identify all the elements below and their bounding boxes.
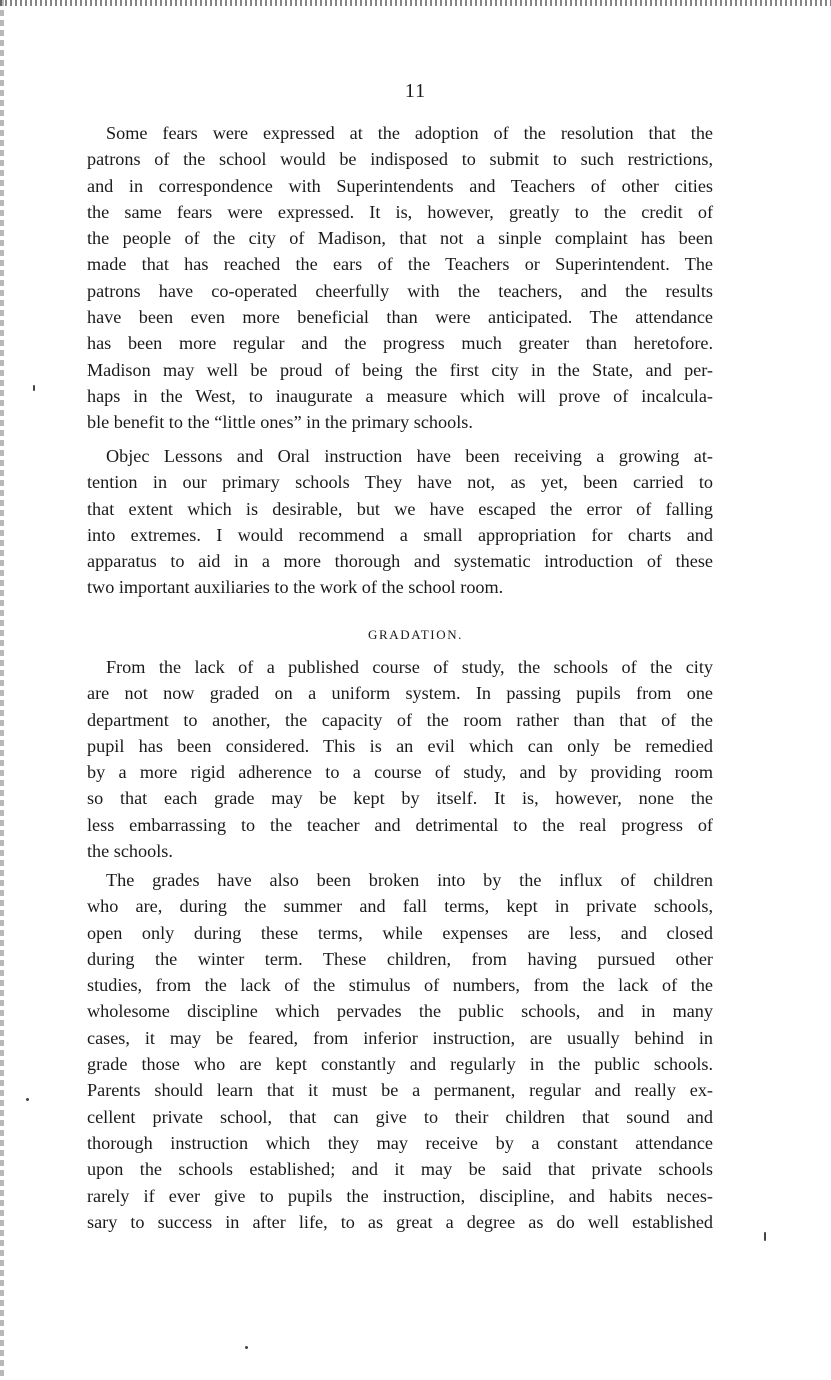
text-line: haps in the West, to inaugurate a measure which will prove of incalcula- (87, 385, 713, 406)
text-line: cellent private school, that can give to their children that sound and (87, 1106, 713, 1127)
text-line: less embarrassing to the teacher and detrimental to the real progress of (87, 814, 713, 835)
section-heading-gradation: GRADATION. (367, 627, 464, 642)
text-line: two important auxiliaries to the work of the school room. (87, 577, 504, 598)
page-top-edge (0, 0, 831, 6)
text-line: wholesome discipline which pervades the public schools, and in many (87, 1001, 713, 1022)
text-line: have been even more beneficial than were anticipated. The attendance (87, 307, 713, 328)
text-line: are not now graded on a uniform system. In passing pupils from one (87, 683, 713, 704)
text-line: by a more rigid adherence to a course of study, and by providing room (87, 762, 713, 783)
text-line: From the lack of a published course of study, the schools of the city (106, 657, 713, 677)
paragraph-1 (87, 120, 713, 436)
scan-speck (33, 385, 35, 391)
text-line: The grades have also been broken into by the influx of children (106, 870, 713, 890)
text-line: that extent which is desirable, but we have escaped the error of falling (87, 498, 713, 519)
text-line: and in correspondence with Superintendents and Teachers of other cities (87, 175, 713, 196)
text-line: Some fears were expressed at the adoption of the resolution that the (106, 123, 713, 143)
text-line: patrons have co-operated cheerfully with the teachers, and the results (87, 280, 713, 301)
scan-speck (764, 1232, 766, 1241)
page-left-edge (0, 0, 4, 1380)
text-line: during the winter term. These children, from having pursued other (87, 948, 713, 969)
gradation-paragraph-1 (87, 654, 713, 864)
text-line: thorough instruction which they may receive by a constant attendance (87, 1132, 713, 1153)
scan-speck (26, 1098, 29, 1101)
text-line: Madison may well be proud of being the first city in the State, and per- (87, 359, 713, 380)
text-line: cases, it may be feared, from inferior instruction, are usually behind in (87, 1027, 713, 1048)
text-line: open only during these terms, while expenses are less, and closed (87, 922, 713, 943)
text-line: has been more regular and the progress much greater than heretofore. (87, 333, 713, 354)
text-line: grade those who are kept constantly and regularly in the public schools. (87, 1054, 713, 1075)
text-line: rarely if ever give to pupils the instruction, discipline, and habits neces- (87, 1185, 713, 1206)
text-line: the same fears were expressed. It is, however, greatly to the credit of (87, 201, 713, 222)
paragraph-2 (87, 443, 713, 601)
text-line: Objec Lessons and Oral instruction have been receiving a growing at- (106, 446, 713, 466)
text-line: department to another, the capacity of the room rather than that of the (87, 709, 713, 730)
page-number: 11 (404, 80, 427, 102)
gradation-paragraph-2 (87, 867, 713, 1235)
text-line: studies, from the lack of the stimulus of numbers, from the lack of the (87, 975, 713, 996)
text-line: pupil has been considered. This is an evil which can only be remedied (87, 735, 713, 756)
text-line: the people of the city of Madison, that not a sinple complaint has been (87, 228, 713, 249)
text-line: into extremes. I would recommend a small appropriation for charts and (87, 524, 713, 545)
text-line: ble benefit to the “little ones” in the primary schools. (87, 412, 473, 433)
text-line: upon the schools established; and it may be said that private schools (87, 1159, 713, 1180)
text-line: the schools. (87, 841, 173, 862)
text-line: apparatus to aid in a more thorough and systematic introduction of these (87, 551, 713, 572)
text-line: Parents should learn that it must be a permanent, regular and really ex- (87, 1080, 713, 1101)
text-line: patrons of the school would be indisposed to submit to such restrictions, (87, 149, 713, 170)
text-line: who are, during the summer and fall terms, kept in private schools, (87, 896, 713, 917)
text-line: tention in our primary schools They have not, as yet, been carried to (87, 472, 713, 493)
text-line: sary to success in after life, to as great a degree as do well established (87, 1211, 713, 1232)
scan-speck (245, 1346, 248, 1349)
text-line: so that each grade may be kept by itself. It is, however, none the (87, 788, 713, 809)
text-line: made that has reached the ears of the Teachers or Superintendent. The (87, 254, 713, 275)
